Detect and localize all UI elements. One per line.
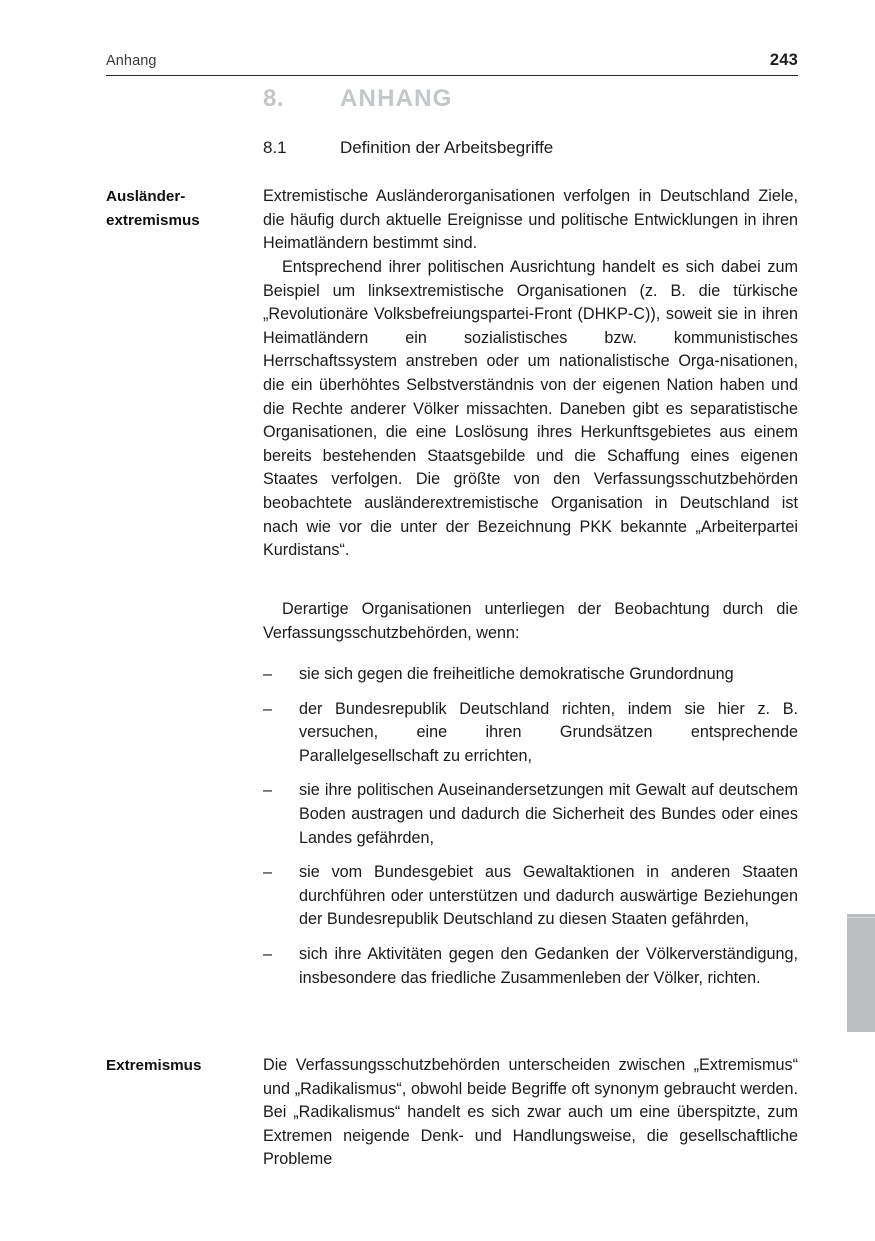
chapter-number: 8. <box>263 85 284 112</box>
list-item <box>263 943 798 990</box>
list-item <box>263 861 798 932</box>
paragraph-text: Entsprechend ihrer politischen Ausrichtung handelt es sich dabei zum Beispiel um linksextremistische Organisationen (z. B. die türkische „Revolutionäre Volksbefreiungspartei-Front (DHKP-C)), soweit sie in ihren Heimatländern ein sozialistisches bzw. kommunistisches Herrschaftssystem anstreben oder um nationalistische Orga-nisationen, die ein überhöhtes Selbstverständnis von der eigenen Nation haben und die Rechte anderer Völker missachten. Daneben gibt es separatistische Organisationen, die eine Loslösung ihres Herkunftsgebietes aus einem bereits bestehenden Staatsgebilde und die Schaffung eines eigenen Staates verfolgen. Die größte von den Verfassungsschutzbehörden beobachtete ausländerextremistische Organisation in Deutschland ist nach wie vor die unter der Bezeichnung PKK bekannte „Arbeiterpartei Kurdistans“. <box>263 258 798 560</box>
running-head-title: Anhang <box>106 53 157 69</box>
entry-paragraph <box>263 598 798 645</box>
entry-paragraph <box>263 1054 798 1172</box>
section-title: Definition der Arbeitsbegriffe <box>340 138 554 157</box>
list-item <box>263 663 798 687</box>
entry-paragraph <box>263 185 798 256</box>
conditions-list <box>263 663 798 990</box>
marginal-term-line2: extremismus <box>106 211 200 229</box>
section-number: 8.1 <box>263 138 287 157</box>
list-item <box>263 698 798 769</box>
paragraph-text: Die Verfassungsschutzbehörden unterscheiden zwischen „Extremismus“ und „Radikalismus“, obwohl beide Begriffe oft synonym gebraucht werden. Bei „Radikalismus“ handelt es sich zwar auch um eine überspitzte, zum Extremen neigende Denk- und Handlungsweise, die gesellschaftliche Probleme <box>263 1056 798 1169</box>
section-heading <box>263 136 798 160</box>
paragraph-text: Derartige Organisationen unterliegen der Beobachtung durch die Verfassungsschutzbehörden, wenn: <box>263 600 798 642</box>
page-number: 243 <box>769 51 798 69</box>
paragraph-text: Extremistische Ausländerorganisationen verfolgen in Deutschland Ziele, die häufig durch aktuelle Ereignisse und politische Entwicklungen in ihren Heimatländern bestimmt sind. <box>263 187 798 253</box>
marginal-term-auslaenderextremismus <box>106 185 256 232</box>
marginal-term-extremismus <box>106 1054 256 1078</box>
dash-marker: – <box>263 781 273 800</box>
list-item-text: sie ihre politischen Auseinandersetzungen mit Gewalt auf deutschem Boden austragen und dadurch die Sicherheit des Bundes oder eines Landes gefährden, <box>299 781 798 847</box>
list-item-text: der Bundesrepublik Deutschland richten, indem sie hier z. B. versuchen, eine ihren Grundsätzen entsprechende Parallelgesellschaft zu errichten, <box>299 699 798 765</box>
dash-marker: – <box>263 699 273 718</box>
dash-marker: – <box>263 863 273 882</box>
list-item-text: sie vom Bundesgebiet aus Gewaltaktionen in anderen Staaten durchführen oder unterstützen und dadurch auswärtige Beziehungen der Bundesrepublik Deutschland zu diesen Staaten gefährden, <box>299 863 798 929</box>
marginal-term-line1: Extremismus <box>106 1057 202 1074</box>
running-head <box>106 50 798 76</box>
chapter-heading <box>263 84 798 114</box>
entry-paragraph <box>263 256 798 563</box>
dash-marker: – <box>263 944 273 963</box>
list-item-text: sich ihre Aktivitäten gegen den Gedanken der Völkerverständigung, insbesondere das friedliche Zusammenleben der Völker, richten. <box>299 944 798 987</box>
marginal-term-line1: Ausländer- <box>106 188 186 205</box>
thumb-tab-marker <box>847 912 875 1032</box>
list-item <box>263 779 798 850</box>
list-item-text: sie sich gegen die freiheitliche demokratische Grundordnung <box>299 665 734 683</box>
chapter-title: ANHANG <box>340 85 453 112</box>
dash-marker: – <box>263 665 273 683</box>
